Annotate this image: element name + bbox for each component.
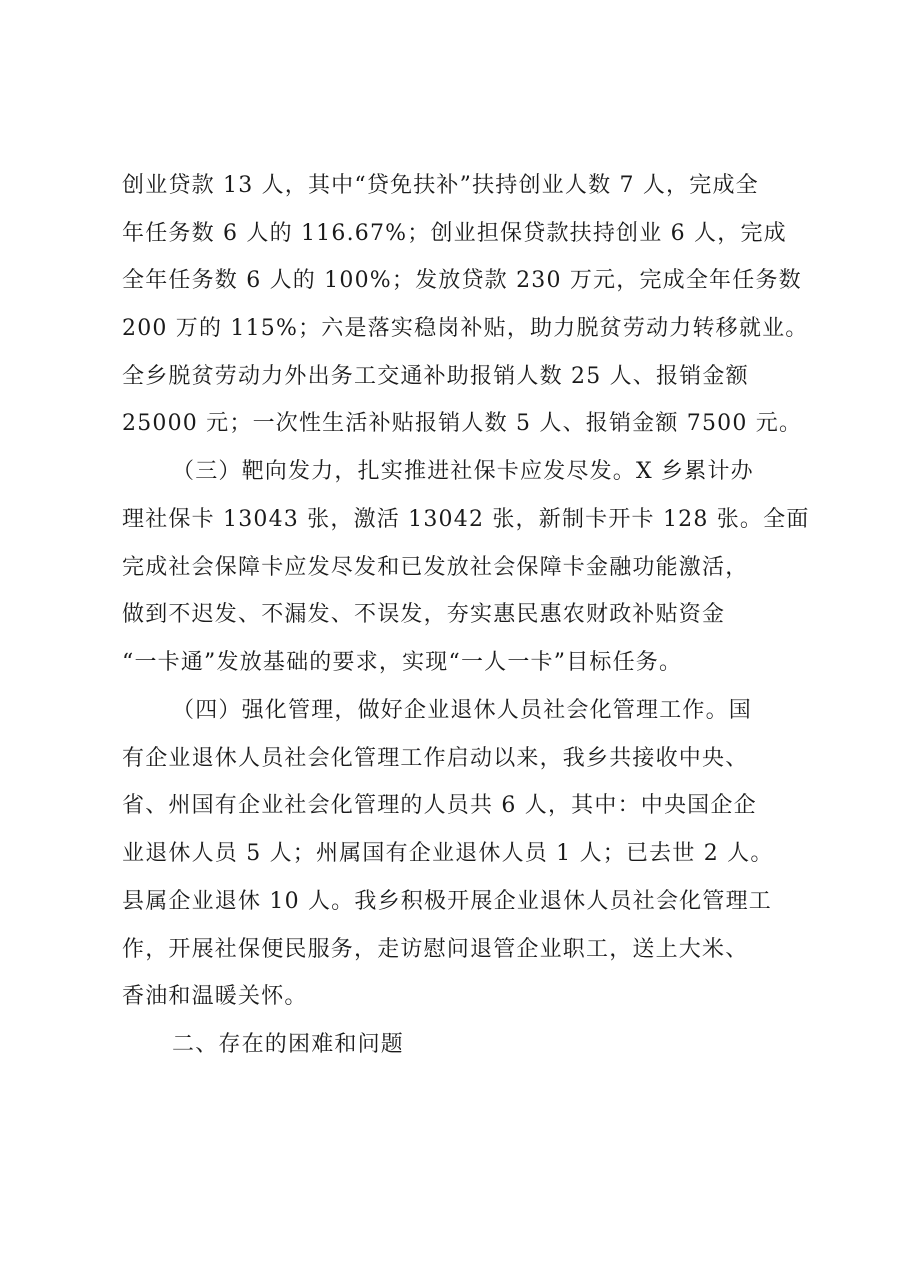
- text-line: 省、州国有企业社会化管理的人员共 6 人，其中：中央国企企: [122, 793, 757, 818]
- text-line: 香油和温暖关怀。: [122, 984, 308, 1009]
- text-line: 作，开展社保便民服务，走访慰问退管企业职工，送上大米、: [122, 937, 749, 962]
- text-line: 25000 元；一次性生活补贴报销人数 5 人、报销金额 7500 元。: [122, 411, 803, 436]
- section-heading-four: （四）强化管理，做好企业退休人员社会化管理工作。国: [172, 698, 753, 723]
- text-line: 业退休人员 5 人；州属国有企业退休人员 1 人；已去世 2 人。: [122, 841, 774, 866]
- section-heading-problems: 二、存在的困难和问题: [172, 1032, 405, 1057]
- text-line: 理社保卡 13043 张，激活 13042 张，新制卡开卡 128 张。全面: [122, 507, 810, 532]
- text-line: 完成社会保障卡应发尽发和已发放社会保障卡金融功能激活，: [122, 555, 749, 580]
- text-line: 年任务数 6 人的 116.67%；创业担保贷款扶持创业 6 人，完成: [122, 221, 787, 246]
- text-line: “一卡通”发放基础的要求，实现“一人一卡”目标任务。: [122, 650, 683, 675]
- text-line: 全乡脱贫劳动力外出务工交通补助报销人数 25 人、报销金额: [122, 364, 749, 389]
- text-line: 创业贷款 13 人，其中“贷免扶补”扶持创业人数 7 人，完成全: [122, 173, 759, 198]
- text-line: 做到不迟发、不漏发、不误发，夯实惠民惠农财政补贴资金: [122, 602, 726, 627]
- text-line: 全年任务数 6 人的 100%；发放贷款 230 万元，完成全年任务数: [122, 268, 802, 293]
- text-line: 200 万的 115%；六是落实稳岗补贴，助力脱贫劳动力转移就业。: [122, 316, 809, 341]
- section-heading-three: （三）靶向发力，扎实推进社保卡应发尽发。X 乡累计办: [172, 459, 754, 484]
- text-line: 有企业退休人员社会化管理工作启动以来，我乡共接收中央、: [122, 746, 749, 771]
- text-line: 县属企业退休 10 人。我乡积极开展企业退休人员社会化管理工: [122, 889, 772, 914]
